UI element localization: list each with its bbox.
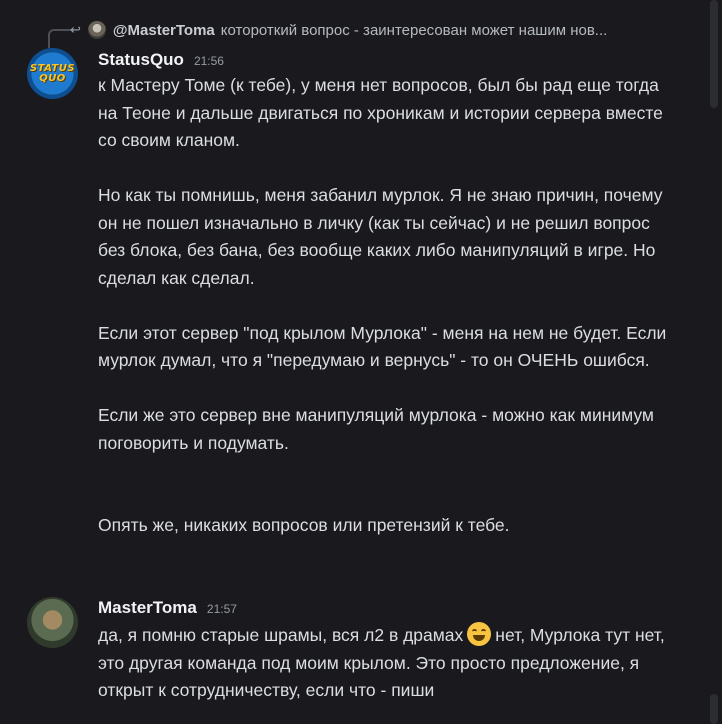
message-paragraph: Опять же, никаких вопросов или претензий к тебе. — [98, 515, 510, 535]
reply-author[interactable]: @MasterToma — [112, 21, 215, 39]
scrollbar-thumb[interactable] — [710, 694, 718, 724]
avatar[interactable] — [27, 597, 78, 648]
timestamp[interactable]: 21:56 — [193, 54, 224, 68]
reply-preview[interactable] — [70, 18, 607, 42]
author-name[interactable]: MasterToma — [98, 598, 197, 617]
message-paragraph: Но как ты помнишь, меня забанил мурлок. Я не знаю причин, почему он не пошел изначально в личку (как ты сейчас) и не решил вопрос без блока, без бана, без вообще каких либо манипуляций в игре. Но сделал как сделал. — [98, 185, 663, 288]
avatar-logo-text-2: QUO — [39, 72, 66, 84]
message-paragraph: к Мастеру Томе (к тебе), у меня нет вопросов, был бы рад еще тогда на Теоне и дальше двигаться по хроникам и истории сервера вместе со своим кланом. — [98, 75, 663, 150]
scrollbar[interactable] — [706, 0, 722, 724]
message-paragraph: Если же это сервер вне манипуляций мурлока - можно как минимум поговорить и подумать. — [98, 405, 654, 453]
message-header — [98, 598, 237, 618]
avatar-logo-text-1: STATUS — [29, 62, 76, 74]
avatar[interactable] — [27, 48, 78, 99]
message-paragraph: Если этот сервер "под крылом Мурлока" - меня на нем не будет. Если мурлок думал, что я "передумаю и вернусь" - то он ОЧЕНЬ ошибся. — [98, 322, 667, 370]
scrollbar-track-segment[interactable] — [710, 0, 718, 108]
message-text: да, я помню старые шрамы, вся л2 в драмах — [98, 625, 464, 645]
message-text: нет, Мурлока тут нет, это другая команда под моим крылом. Это просто предложение, я открыт к сотрудничеству, если что - пиши — [98, 625, 665, 700]
smile-emoji-icon[interactable] — [467, 622, 491, 646]
reply-avatar — [88, 21, 106, 39]
message-body — [98, 622, 678, 705]
author-name[interactable]: StatusQuo — [98, 50, 184, 69]
message-paragraph — [98, 622, 678, 705]
message-header — [98, 50, 224, 70]
reply-arrow-icon: ↩ — [70, 22, 81, 37]
timestamp[interactable]: 21:57 — [206, 602, 237, 616]
reply-text[interactable]: котороткий вопрос - заинтересован может нашим нов... — [220, 21, 608, 39]
message-body — [98, 72, 678, 540]
